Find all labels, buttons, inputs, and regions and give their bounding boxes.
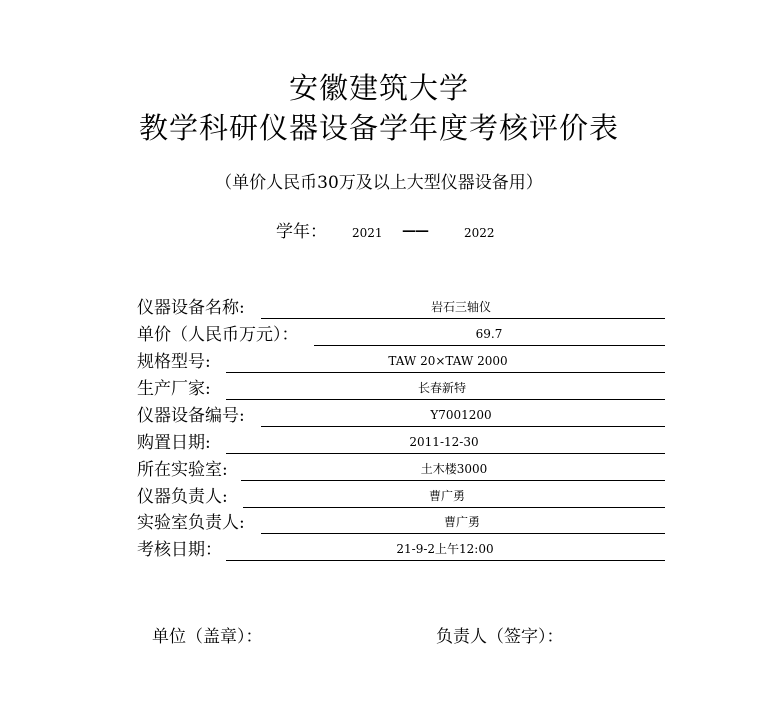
field-underline xyxy=(226,372,665,373)
field-label: 仪器设备名称: xyxy=(137,298,245,318)
field-underline xyxy=(226,399,665,400)
field-label: 仪器负责人: xyxy=(137,487,228,507)
field-label: 考核日期： xyxy=(137,540,222,560)
field-value[interactable]: 2011-12-30 xyxy=(409,435,479,449)
field-assessment-date xyxy=(137,535,665,561)
university-title: 安徽建筑大学 xyxy=(288,71,469,105)
field-manufacturer xyxy=(137,374,665,400)
field-value[interactable]: 21-9-2上午12:00 xyxy=(396,542,494,556)
field-value[interactable]: Y7001200 xyxy=(430,408,492,422)
academic-year-row xyxy=(0,220,758,244)
field-label: 单价（人民币万元）： xyxy=(137,325,299,345)
academic-year-label: 学年： xyxy=(276,222,327,242)
field-underline xyxy=(241,480,665,481)
form-title: 教学科研仪器设备学年度考核评价表 xyxy=(138,111,619,145)
field-lab-manager xyxy=(137,508,665,534)
field-label: 实验室负责人: xyxy=(137,513,245,533)
field-value[interactable]: 69.7 xyxy=(475,327,503,341)
field-purchase-date xyxy=(137,428,665,454)
field-equipment-number xyxy=(137,401,665,427)
field-unit-price xyxy=(137,320,665,346)
field-equipment-name xyxy=(137,293,665,319)
field-label: 仪器设备编号: xyxy=(137,406,245,426)
field-underline xyxy=(261,533,665,534)
field-value[interactable]: 曹广勇 xyxy=(428,489,466,503)
academic-year-end: 2022 xyxy=(464,226,495,240)
field-underline xyxy=(226,560,665,561)
field-label: 所在实验室: xyxy=(137,460,228,480)
field-underline xyxy=(261,318,665,319)
field-value[interactable]: 土木楼3000 xyxy=(420,462,488,476)
field-value[interactable]: 长春新特 xyxy=(417,381,467,395)
field-underline xyxy=(261,426,665,427)
field-label: 购置日期: xyxy=(137,433,211,453)
field-underline xyxy=(226,453,665,454)
field-underline xyxy=(314,345,665,346)
field-model-spec xyxy=(137,347,665,373)
person-signature-label: 负责人（签字）： xyxy=(436,627,564,647)
field-value[interactable]: 曹广勇 xyxy=(443,515,481,529)
academic-year-start: 2021 xyxy=(352,226,383,240)
form-subtitle: （单价人民币30万及以上大型仪器设备用） xyxy=(215,173,543,193)
academic-year-separator: —— xyxy=(402,223,428,239)
field-value[interactable]: 岩石三轴仪 xyxy=(430,300,492,314)
field-equipment-manager xyxy=(137,482,665,508)
field-label: 生产厂家: xyxy=(137,379,211,399)
field-value[interactable]: TAW 20×TAW 2000 xyxy=(388,354,508,368)
unit-seal-label: 单位（盖章）： xyxy=(152,627,263,647)
field-label: 规格型号: xyxy=(137,352,211,372)
field-laboratory xyxy=(137,455,665,481)
